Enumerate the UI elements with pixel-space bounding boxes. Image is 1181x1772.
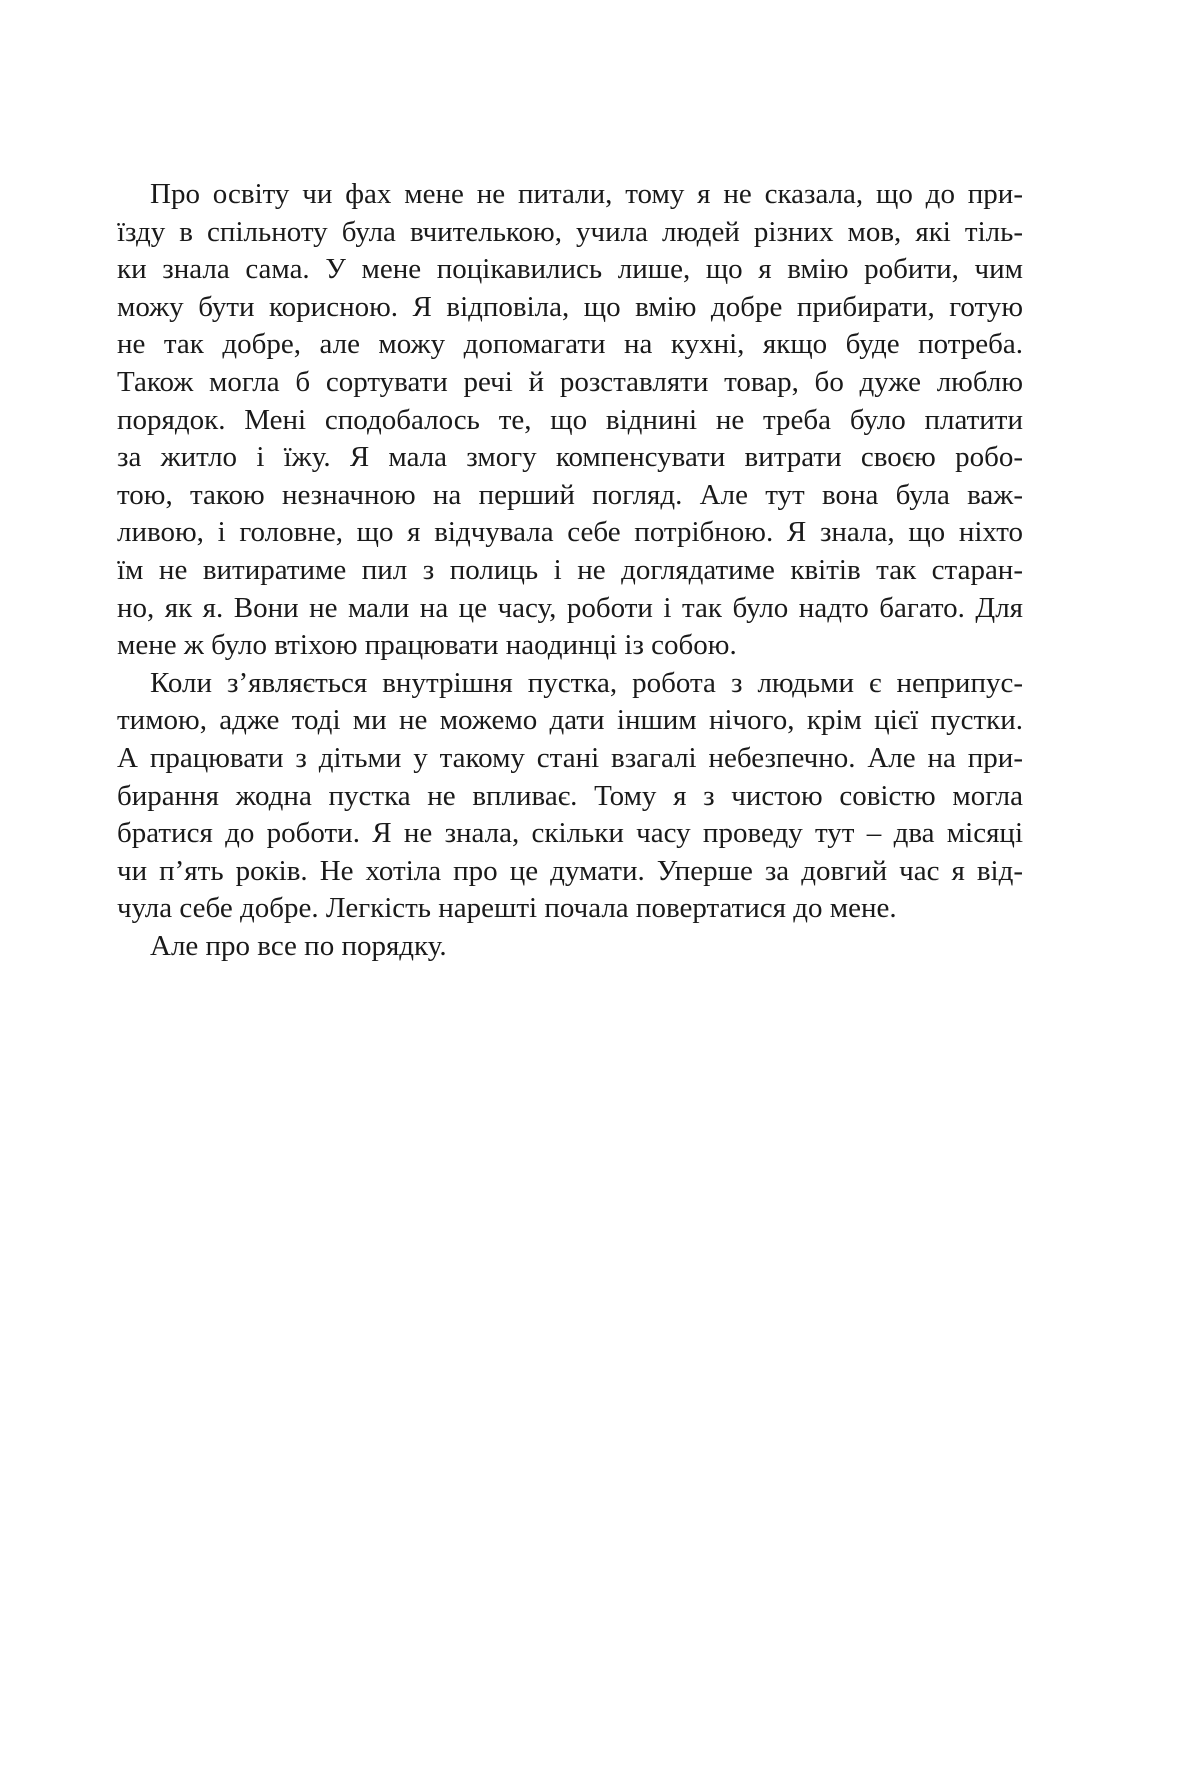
text-line: можу бути корисною. Я відповіла, що вмію добре прибирати, готую	[117, 290, 1023, 323]
text-line: ливою, і головне, що я відчувала себе потрібною. Я знала, що ніхто	[117, 516, 1023, 549]
text-line: Але про все по порядку.	[150, 929, 447, 962]
text-line: чула себе добре. Легкість нарешті почала повертатися до мене.	[117, 892, 897, 925]
text-line: Про освіту чи фах мене не питали, тому я не сказала, що до при-	[150, 178, 1023, 210]
text-line: порядок. Мені сподобалось те, що віднині не треба було платити	[117, 403, 1023, 436]
text-line: братися до роботи. Я не знала, скільки часу проведу тут – два місяці	[117, 817, 1023, 850]
text-line: но, як я. Вони не мали на це часу, роботи і так було надто багато. Для	[117, 591, 1023, 624]
text-line: тимою, адже тоді ми не можемо дати іншим нічого, крім цієї пустки.	[117, 704, 1023, 737]
text-line: їзду в спільноту була вчителькою, учила людей різних мов, які тіль-	[117, 215, 1023, 248]
text-line: їм не витиратиме пил з полиць і не доглядатиме квітів так старан-	[117, 553, 1023, 586]
text-line: чи п’ять років. Не хотіла про це думати. Уперше за довгий час я від-	[117, 854, 1023, 887]
text-line: за житло і їжу. Я мала змогу компенсувати витрати своєю робо-	[117, 441, 1023, 474]
body-text	[117, 176, 1023, 965]
text-line: мене ж було втіхою працювати наодинці із собою.	[117, 629, 737, 662]
text-line: не так добре, але можу допомагати на кухні, якщо буде потреба.	[117, 328, 1023, 361]
text-line: Також могла б сортувати речі й розставляти товар, бо дуже люблю	[117, 365, 1023, 398]
text-line: бирання жодна пустка не впливає. Тому я з чистою совістю могла	[117, 779, 1023, 812]
text-line: тою, такою незначною на перший погляд. Але тут вона була важ-	[117, 478, 1023, 511]
text-line: Коли з’являється внутрішня пустка, робота з людьми є неприпус-	[150, 666, 1023, 699]
text-line: А працювати з дітьми у такому стані взагалі небезпечно. Але на при-	[117, 741, 1023, 774]
text-line: ки знала сама. У мене поцікавились лише, що я вмію робити, чим	[117, 253, 1023, 286]
